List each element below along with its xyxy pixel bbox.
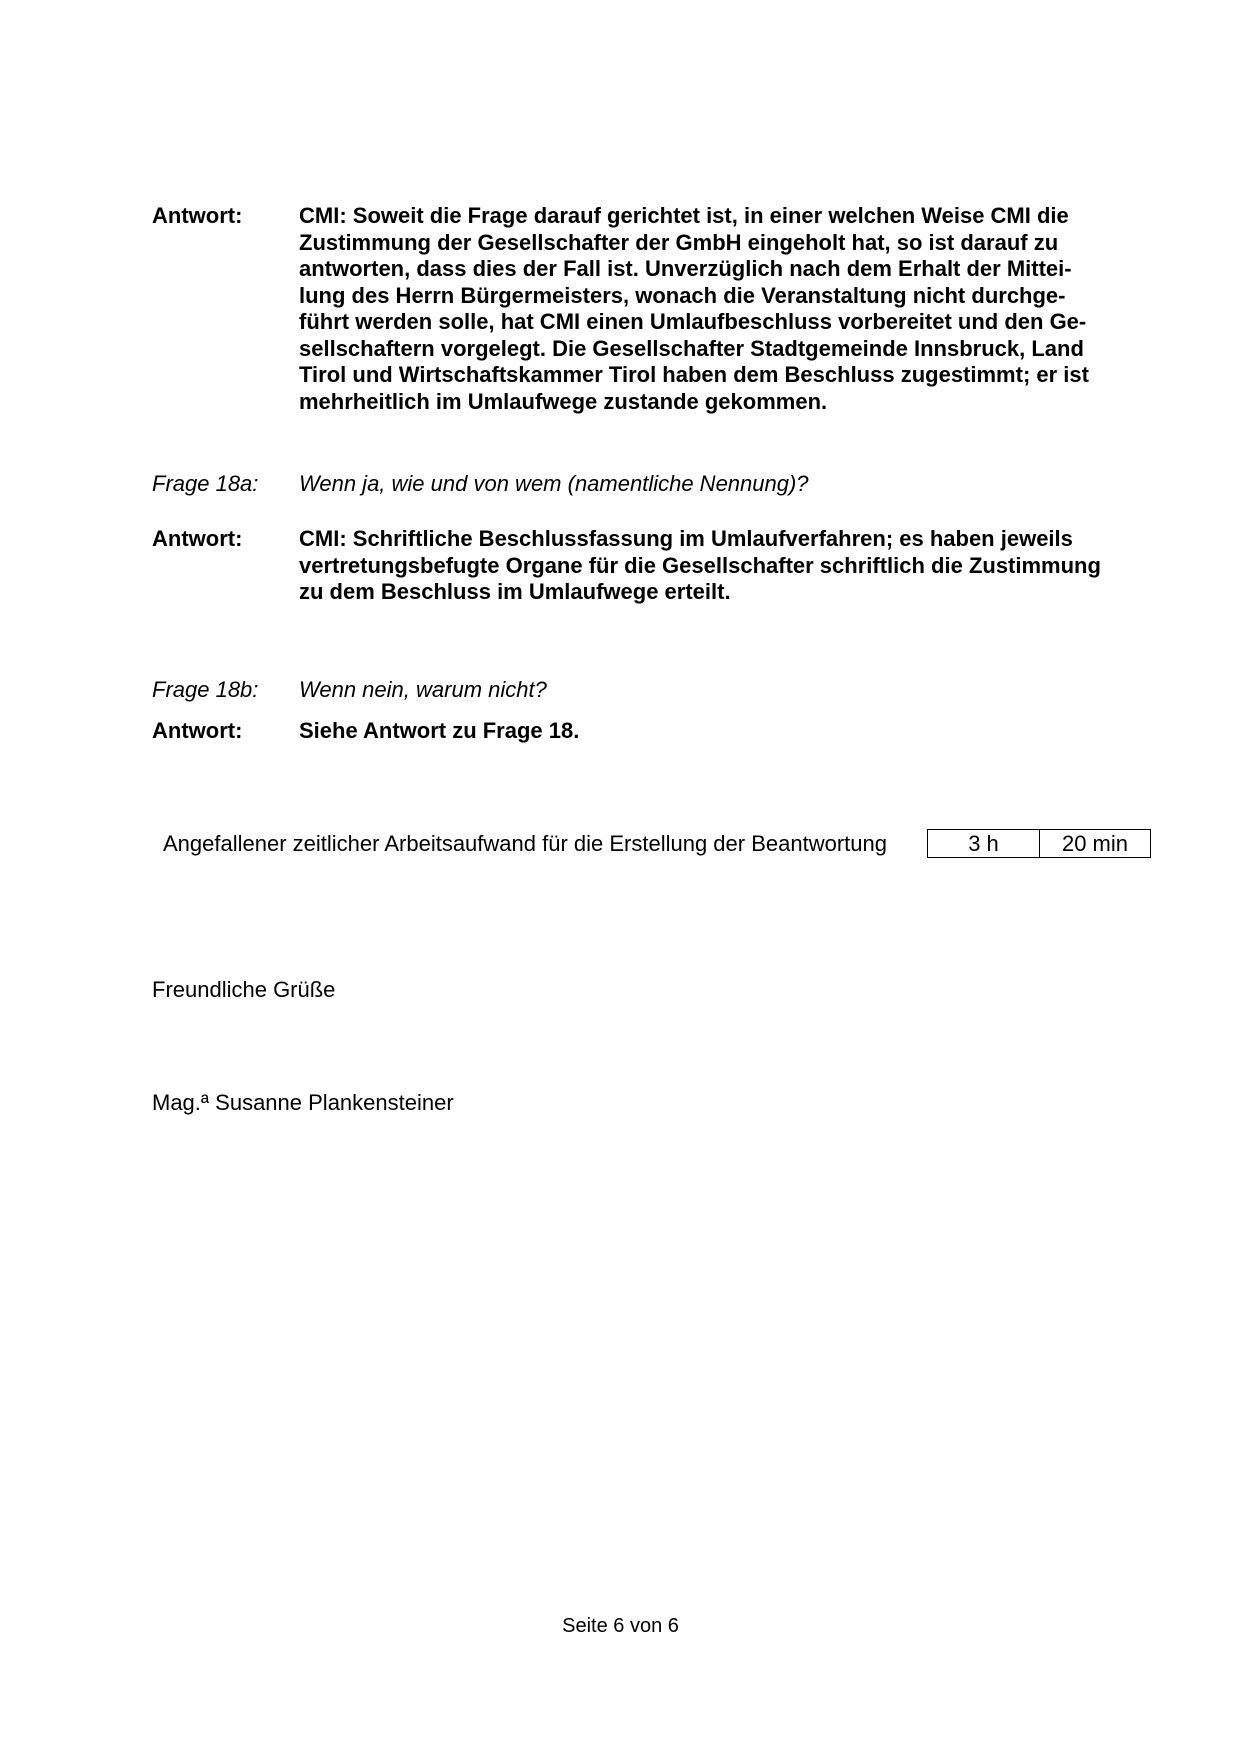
answer-label: Antwort: <box>152 718 243 743</box>
answer-label: Antwort: <box>152 203 243 228</box>
question-block-18a <box>152 471 1142 498</box>
answer-text: CMI: Schriftliche Beschlussfassung im Umlaufverfahren; es haben jeweils vertretungsbefugte Organe für die Gesellschafter schriftlich die Zustimmung zu dem Beschluss im Umlaufwege erteilt. <box>299 526 1101 604</box>
effort-table <box>927 829 1151 858</box>
effort-row <box>163 829 1163 858</box>
question-label: Frage 18b: <box>152 677 259 702</box>
effort-minutes-cell: 20 min <box>1040 830 1151 858</box>
answer-block-18 <box>152 203 1142 415</box>
closing-text: Freundliche Grüße <box>152 977 336 1002</box>
answer-label: Antwort: <box>152 526 243 551</box>
question-block-18b <box>152 677 1142 704</box>
effort-hours-cell: 3 h <box>928 830 1040 858</box>
answer-block-18a <box>152 526 1142 606</box>
signature-name: Mag.ª Susanne Plankensteiner <box>152 1090 454 1115</box>
page-number-footer: Seite 6 von 6 <box>562 1615 679 1637</box>
question-text: Wenn ja, wie und von wem (namentliche Nennung)? <box>299 471 809 496</box>
question-label: Frage 18a: <box>152 471 259 496</box>
answer-text: CMI: Soweit die Frage darauf gerichtet ist, in einer welchen Weise CMI die Zustimmung der Gesellschafter der GmbH eingeholt hat, so ist darauf zu antworten, dass dies der Fall ist. Unverzüglich nach dem Erhalt der Mittei- lung des Herrn Bürgermeisters, wonach die Veranstaltung nicht durchge- führt werden solle, hat CMI einen Umlaufbeschluss vorbereitet und den Ge- sellschaftern vorgelegt. Die Gesellschafter Stadtgemeinde Innsbruck, Land Tirol und Wirtschaftskammer Tirol haben dem Beschluss zugestimmt; er ist mehrheitlich im Umlaufwege zustande gekommen. <box>299 203 1089 414</box>
answer-text: Siehe Antwort zu Frage 18. <box>299 718 580 743</box>
answer-block-18b <box>152 718 1142 745</box>
effort-label: Angefallener zeitlicher Arbeitsaufwand für die Erstellung der Beantwortung <box>163 830 887 856</box>
question-text: Wenn nein, warum nicht? <box>299 677 547 702</box>
